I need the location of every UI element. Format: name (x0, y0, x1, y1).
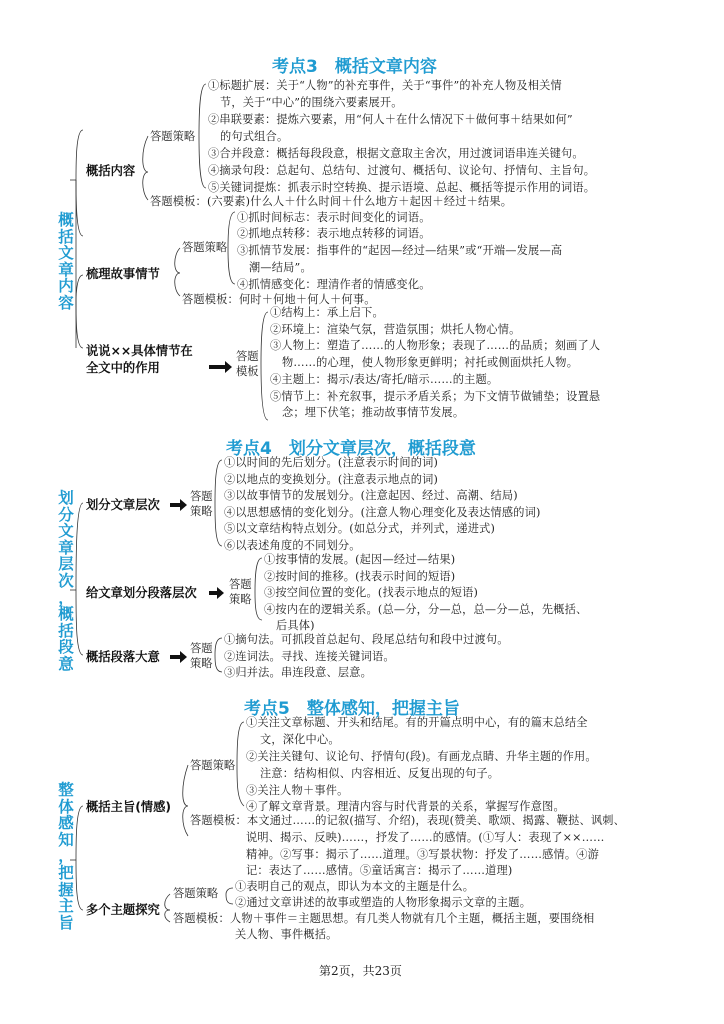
list-item: ④了解文章背景。理清内容与时代背景的关系，掌握写作意图。 (246, 800, 565, 813)
list-item: ①抓时间标志：表示时间变化的词语。 (237, 211, 431, 224)
branch-label: 梳理故事情节 (86, 267, 160, 281)
section-side-label: 概 括 文 章 内 容 (58, 211, 74, 312)
list-item: ④摘录句段：总起句、总结句、过渡句、概括句、议论句、抒情句、主旨句。 (208, 164, 596, 177)
list-item: ②通过文章讲述的故事或塑造的人物形象揭示文章的主题。 (235, 896, 532, 909)
arrow-icon (170, 499, 187, 511)
branch-label: 概括内容 (86, 164, 136, 178)
model-label: 模板 (236, 365, 259, 378)
list-item: 后具体) (276, 619, 315, 632)
list-item: ④主题上：揭示/表达/寄托/暗示……的主题。 (270, 373, 499, 386)
list-item: ②连词法。寻找、连接关键词语。 (224, 650, 395, 663)
list-item: ③以故事情节的发展划分。(注意起因、经过、高潮、结局) (224, 489, 518, 502)
list-item: 文，深化中心。 (260, 733, 340, 746)
list-item: 念；埋下伏笔；推动故事情节发展。 (282, 406, 465, 419)
model-text: 记：表达了……感情。⑤童话寓言：揭示了……道理) (246, 864, 513, 877)
strategy-label: 答题策略 (173, 887, 219, 900)
list-item: ③按空间位置的变化。(找表示地点的短语) (264, 586, 479, 599)
list-item: ①以时间的先后划分。(注意表示时间的词) (224, 456, 439, 469)
model-text: 精神。②写事：揭示了……道理。③写景状物：抒发了……感情。④游 (246, 848, 600, 861)
list-item: ④抓情感变化：理清作者的情感变化。 (237, 278, 431, 291)
strategy-label: 答题策略 (182, 241, 228, 254)
model-label: 答题 (236, 350, 259, 363)
list-item: ①按事情的发展。(起因—经过—结果) (264, 553, 456, 566)
strategy-label: 策略 (229, 593, 252, 606)
list-item: ⑥以表述角度的不同划分。 (224, 539, 361, 552)
page-number: 第2页，共23页 (319, 964, 402, 978)
list-item: ③关注人物＋事件。 (246, 784, 349, 797)
arrow-icon (170, 651, 187, 663)
list-item: ⑤情节上：补充叙事，提示矛盾关系；为下文情节做铺垫；设置悬 (270, 390, 601, 403)
branch-label: 全文中的作用 (86, 361, 160, 375)
model-text: 答题模板：本文通过……的记叙(描写、介绍)，表现(赞美、歌颂、揭露、鞭挞、讽刺、 (190, 814, 626, 827)
section-title: 考点3 概括文章内容 (272, 57, 437, 77)
strategy-label: 策略 (190, 505, 213, 518)
list-item: 注意：结构相似、内容相近、反复出现的句子。 (260, 767, 500, 780)
list-item: ②以地点的变换划分。(注意表示地点的词) (224, 473, 439, 486)
strategy-label: 答题策略 (190, 759, 236, 772)
list-item: ②环境上：渲染气氛，营造氛围；烘托人物心情。 (270, 323, 521, 336)
model-text: 答题模板：(六要素)什么人＋什么时间＋什么地方＋起因＋经过＋结果。 (150, 195, 513, 208)
strategy-label: 答题 (229, 578, 252, 591)
model-text: 说明、揭示、反映)……，抒发了……的感情。(①写人：表现了××…… (246, 831, 605, 844)
list-item: 的句式组合。 (220, 130, 289, 143)
list-item: ②串联要素：提炼六要素，用“何人＋在什么情况下＋做何事＋结果如何” (208, 113, 573, 126)
list-item: ④按内在的逻辑关系。(总—分，分—总，总—分—总，先概括、 (264, 603, 588, 616)
list-item: ②按时间的推移。(找表示时间的短语) (264, 570, 456, 583)
strategy-label: 答题策略 (150, 130, 196, 143)
list-item: ②关注关键句、议论句、抒情句(段)。有画龙点睛、升华主题的作用。 (246, 750, 597, 763)
strategy-label: 答题 (190, 642, 213, 655)
section-side-label: 整 体 感 知 ， 把 握 主 旨 (58, 781, 74, 932)
section-side-label: 划 分 文 章 层 次 ， 概 括 段 意 (58, 489, 74, 673)
list-item: 物……的心理，使人物形象更鲜明；衬托或侧面烘托人物。 (282, 356, 579, 369)
model-text: 答题模板：人物＋事件＝主题思想。有几类人物就有几个主题，概括主题，要围绕相 (173, 912, 595, 925)
strategy-label: 策略 (190, 657, 213, 670)
arrow-icon (209, 587, 224, 599)
list-item: ⑤关键词提炼：抓表示时空转换、提示语境、总起、概括等提示作用的词语。 (208, 181, 596, 194)
branch-label: 划分文章层次 (86, 498, 160, 512)
list-item: ②抓地点转移：表示地点转移的词语。 (237, 227, 431, 240)
branch-label: 概括主旨(情感) (86, 800, 172, 814)
list-item: 潮—结局”。 (249, 261, 312, 274)
list-item: ④以思想感情的变化划分。(注意人物心理变化及表达情感的词) (224, 506, 541, 519)
section-title: 考点4 划分文章层次，概括段意 (226, 439, 476, 459)
model-text: 答题模板：何时＋何地＋何人＋何事。 (182, 293, 376, 306)
list-item: ③归并法。串连段意、层意。 (224, 666, 373, 679)
list-item: ①标题扩展：关于“人物”的补充事件，关于“事件”的补充人物及相关情 (208, 79, 562, 92)
list-item: ①关注文章标题、开头和结尾。有的开篇点明中心，有的篇末总结全 (246, 716, 588, 729)
list-item: ③合并段意：概括每段段意，根据文意取主舍次，用过渡词语串连关键句。 (208, 147, 584, 160)
strategy-label: 答题 (190, 490, 213, 503)
list-item: ⑤以文章结构特点划分。(如总分式，并列式，递进式) (224, 522, 496, 535)
model-text: 关人物、事件概括。 (235, 928, 338, 941)
list-item: ①表明自己的观点，即认为本文的主题是什么。 (235, 880, 475, 893)
branch-label: 概括段落大意 (86, 650, 160, 664)
branch-label: 给文章划分段落层次 (86, 586, 197, 600)
list-item: 节，关于“中心”的围绕六要素展开。 (220, 96, 403, 109)
section-title: 考点5 整体感知，把握主旨 (244, 699, 460, 719)
list-item: ③抓情节发展：指事件的“起因—经过—结果”或“开端—发展—高 (237, 244, 563, 257)
branch-label: 多个主题探究 (86, 903, 160, 917)
list-item: ①摘句法。可抓段首总起句、段尾总结句和段中过渡句。 (224, 633, 509, 646)
arrow-icon (209, 361, 232, 373)
branch-label: 说说××具体情节在 (86, 344, 193, 358)
list-item: ①结构上：承上启下。 (270, 306, 384, 319)
list-item: ③人物上：塑造了……的人物形象；表现了……的品质；刻画了人 (270, 339, 601, 352)
